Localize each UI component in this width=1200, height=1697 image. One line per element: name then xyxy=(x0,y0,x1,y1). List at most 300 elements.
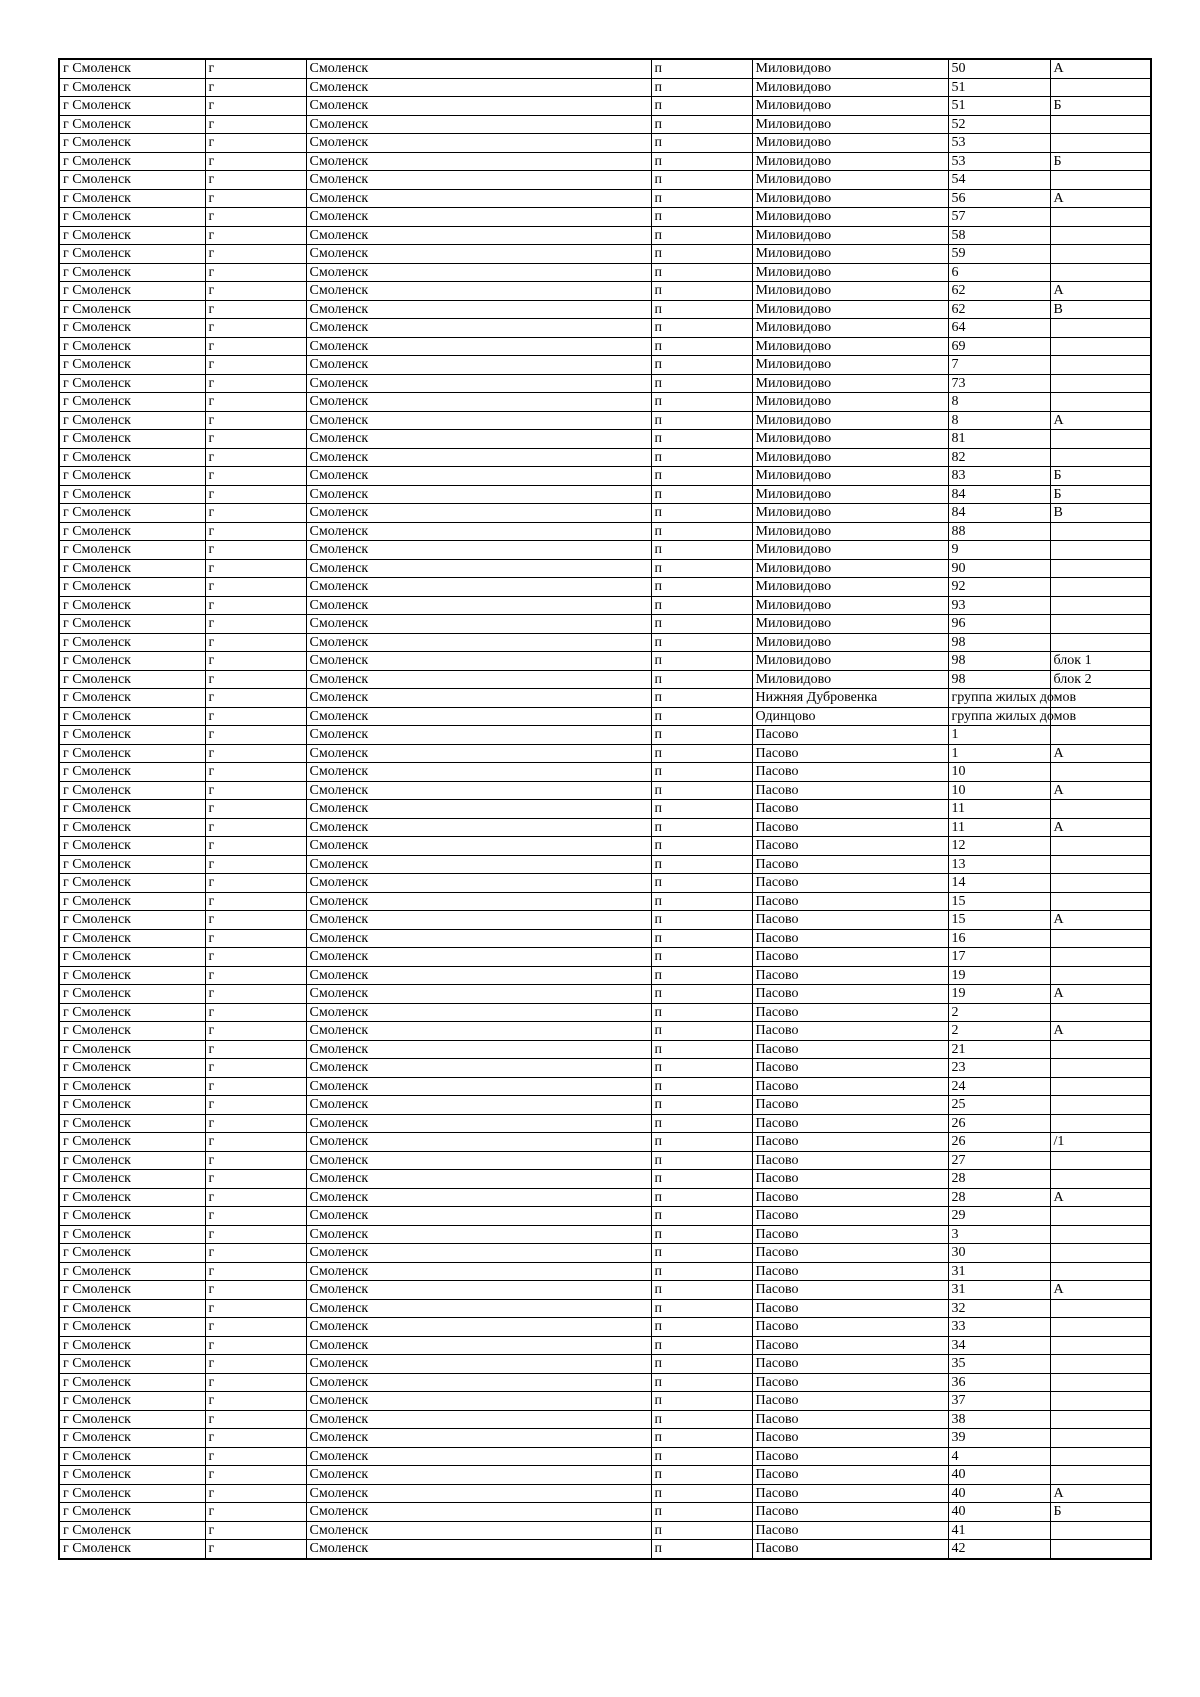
type-cell: г xyxy=(205,171,306,190)
house-cell: 16 xyxy=(948,929,1050,948)
type-cell: г xyxy=(205,1040,306,1059)
locality-type-cell: п xyxy=(651,522,752,541)
locality-cell: Миловидово xyxy=(752,337,948,356)
name-cell: Смоленск xyxy=(306,448,651,467)
locality-type-cell: п xyxy=(651,97,752,116)
type-cell: г xyxy=(205,245,306,264)
house-cell: 38 xyxy=(948,1410,1050,1429)
name-cell: Смоленск xyxy=(306,411,651,430)
type-cell: г xyxy=(205,1059,306,1078)
name-cell: Смоленск xyxy=(306,541,651,560)
table-row xyxy=(59,966,1151,985)
table-row xyxy=(59,1373,1151,1392)
locality-cell: Миловидово xyxy=(752,208,948,227)
type-cell: г xyxy=(205,189,306,208)
locality-cell: Пасово xyxy=(752,1484,948,1503)
name-cell: Смоленск xyxy=(306,948,651,967)
name-cell: Смоленск xyxy=(306,818,651,837)
name-cell: Смоленск xyxy=(306,504,651,523)
locality-type-cell: п xyxy=(651,1003,752,1022)
suffix-cell xyxy=(1050,1336,1151,1355)
house-cell: 52 xyxy=(948,115,1050,134)
city-cell: г Смоленск xyxy=(59,522,205,541)
house-cell: 8 xyxy=(948,411,1050,430)
locality-cell: Миловидово xyxy=(752,263,948,282)
house-cell: 69 xyxy=(948,337,1050,356)
table-row xyxy=(59,300,1151,319)
city-cell: г Смоленск xyxy=(59,892,205,911)
locality-cell: Миловидово xyxy=(752,245,948,264)
locality-cell: Пасово xyxy=(752,1225,948,1244)
name-cell: Смоленск xyxy=(306,911,651,930)
house-cell: 39 xyxy=(948,1429,1050,1448)
name-cell: Смоленск xyxy=(306,1096,651,1115)
house-cell: 90 xyxy=(948,559,1050,578)
suffix-cell xyxy=(1050,1225,1151,1244)
city-cell: г Смоленск xyxy=(59,874,205,893)
name-cell: Смоленск xyxy=(306,837,651,856)
table-row xyxy=(59,1151,1151,1170)
locality-type-cell: п xyxy=(651,115,752,134)
suffix-cell xyxy=(1050,1059,1151,1078)
locality-cell: Пасово xyxy=(752,1003,948,1022)
city-cell: г Смоленск xyxy=(59,1207,205,1226)
name-cell: Смоленск xyxy=(306,763,651,782)
house-cell: 57 xyxy=(948,208,1050,227)
locality-cell: Пасово xyxy=(752,1077,948,1096)
suffix-cell xyxy=(1050,1262,1151,1281)
type-cell: г xyxy=(205,1077,306,1096)
city-cell: г Смоленск xyxy=(59,541,205,560)
suffix-cell: А xyxy=(1050,818,1151,837)
name-cell: Смоленск xyxy=(306,559,651,578)
suffix-cell xyxy=(1050,1077,1151,1096)
locality-type-cell: п xyxy=(651,485,752,504)
type-cell: г xyxy=(205,282,306,301)
suffix-cell xyxy=(1050,1114,1151,1133)
suffix-cell xyxy=(1050,929,1151,948)
type-cell: г xyxy=(205,1521,306,1540)
name-cell: Смоленск xyxy=(306,1003,651,1022)
locality-cell: Миловидово xyxy=(752,633,948,652)
table-row xyxy=(59,263,1151,282)
suffix-cell: А xyxy=(1050,1484,1151,1503)
house-cell: 27 xyxy=(948,1151,1050,1170)
name-cell: Смоленск xyxy=(306,393,651,412)
house-cell: 9 xyxy=(948,541,1050,560)
house-cell: 11 xyxy=(948,800,1050,819)
house-cell: 98 xyxy=(948,652,1050,671)
name-cell: Смоленск xyxy=(306,115,651,134)
table-row xyxy=(59,504,1151,523)
name-cell: Смоленск xyxy=(306,985,651,1004)
suffix-cell: Б xyxy=(1050,152,1151,171)
table-row xyxy=(59,467,1151,486)
locality-type-cell: п xyxy=(651,1096,752,1115)
type-cell: г xyxy=(205,1299,306,1318)
city-cell: г Смоленск xyxy=(59,911,205,930)
type-cell: г xyxy=(205,726,306,745)
city-cell: г Смоленск xyxy=(59,134,205,153)
table-row xyxy=(59,1262,1151,1281)
house-cell: 40 xyxy=(948,1503,1050,1522)
house-cell: 32 xyxy=(948,1299,1050,1318)
suffix-cell: блок 2 xyxy=(1050,670,1151,689)
house-cell: 19 xyxy=(948,985,1050,1004)
type-cell: г xyxy=(205,1392,306,1411)
suffix-cell xyxy=(1050,633,1151,652)
city-cell: г Смоленск xyxy=(59,485,205,504)
name-cell: Смоленск xyxy=(306,319,651,338)
suffix-cell xyxy=(1050,763,1151,782)
city-cell: г Смоленск xyxy=(59,448,205,467)
house-cell: 28 xyxy=(948,1188,1050,1207)
type-cell: г xyxy=(205,744,306,763)
suffix-cell xyxy=(1050,1466,1151,1485)
name-cell: Смоленск xyxy=(306,1077,651,1096)
city-cell: г Смоленск xyxy=(59,670,205,689)
house-cell: 42 xyxy=(948,1540,1050,1559)
name-cell: Смоленск xyxy=(306,726,651,745)
name-cell: Смоленск xyxy=(306,1133,651,1152)
type-cell: г xyxy=(205,374,306,393)
locality-type-cell: п xyxy=(651,652,752,671)
locality-cell: Миловидово xyxy=(752,115,948,134)
house-cell: 35 xyxy=(948,1355,1050,1374)
type-cell: г xyxy=(205,1003,306,1022)
name-cell: Смоленск xyxy=(306,97,651,116)
city-cell: г Смоленск xyxy=(59,1077,205,1096)
type-cell: г xyxy=(205,485,306,504)
city-cell: г Смоленск xyxy=(59,633,205,652)
city-cell: г Смоленск xyxy=(59,1114,205,1133)
house-cell: 51 xyxy=(948,78,1050,97)
name-cell: Смоленск xyxy=(306,1281,651,1300)
table-row xyxy=(59,929,1151,948)
type-cell: г xyxy=(205,115,306,134)
locality-type-cell: п xyxy=(651,152,752,171)
house-cell: 13 xyxy=(948,855,1050,874)
suffix-cell: А xyxy=(1050,781,1151,800)
locality-type-cell: п xyxy=(651,1207,752,1226)
city-cell: г Смоленск xyxy=(59,337,205,356)
locality-type-cell: п xyxy=(651,467,752,486)
house-cell: 73 xyxy=(948,374,1050,393)
name-cell: Смоленск xyxy=(306,1151,651,1170)
suffix-cell: блок 1 xyxy=(1050,652,1151,671)
city-cell: г Смоленск xyxy=(59,1466,205,1485)
locality-type-cell: п xyxy=(651,911,752,930)
table-row xyxy=(59,1299,1151,1318)
city-cell: г Смоленск xyxy=(59,652,205,671)
house-cell: 53 xyxy=(948,152,1050,171)
suffix-cell xyxy=(1050,1410,1151,1429)
locality-cell: Миловидово xyxy=(752,522,948,541)
locality-cell: Пасово xyxy=(752,1392,948,1411)
name-cell: Смоленск xyxy=(306,652,651,671)
type-cell: г xyxy=(205,448,306,467)
name-cell: Смоленск xyxy=(306,1318,651,1337)
type-cell: г xyxy=(205,670,306,689)
name-cell: Смоленск xyxy=(306,1466,651,1485)
locality-cell: Пасово xyxy=(752,929,948,948)
locality-cell: Миловидово xyxy=(752,59,948,78)
name-cell: Смоленск xyxy=(306,467,651,486)
name-cell: Смоленск xyxy=(306,1392,651,1411)
suffix-cell xyxy=(1050,892,1151,911)
suffix-cell xyxy=(1050,1429,1151,1448)
locality-type-cell: п xyxy=(651,929,752,948)
city-cell: г Смоленск xyxy=(59,226,205,245)
table-row xyxy=(59,97,1151,116)
suffix-cell xyxy=(1050,1299,1151,1318)
name-cell: Смоленск xyxy=(306,208,651,227)
suffix-cell: Б xyxy=(1050,467,1151,486)
locality-type-cell: п xyxy=(651,596,752,615)
name-cell: Смоленск xyxy=(306,134,651,153)
city-cell: г Смоленск xyxy=(59,1503,205,1522)
locality-cell: Миловидово xyxy=(752,504,948,523)
name-cell: Смоленск xyxy=(306,929,651,948)
city-cell: г Смоленск xyxy=(59,1244,205,1263)
suffix-cell: Б xyxy=(1050,1503,1151,1522)
city-cell: г Смоленск xyxy=(59,504,205,523)
name-cell: Смоленск xyxy=(306,1188,651,1207)
type-cell: г xyxy=(205,59,306,78)
name-cell: Смоленск xyxy=(306,171,651,190)
type-cell: г xyxy=(205,541,306,560)
suffix-cell xyxy=(1050,78,1151,97)
locality-cell: Пасово xyxy=(752,744,948,763)
name-cell: Смоленск xyxy=(306,1373,651,1392)
type-cell: г xyxy=(205,781,306,800)
locality-cell: Пасово xyxy=(752,966,948,985)
locality-cell: Пасово xyxy=(752,1521,948,1540)
table-row xyxy=(59,115,1151,134)
locality-type-cell: п xyxy=(651,1040,752,1059)
name-cell: Смоленск xyxy=(306,874,651,893)
city-cell: г Смоленск xyxy=(59,1299,205,1318)
locality-cell: Пасово xyxy=(752,1262,948,1281)
locality-type-cell: п xyxy=(651,1466,752,1485)
name-cell: Смоленск xyxy=(306,1299,651,1318)
type-cell: г xyxy=(205,855,306,874)
city-cell: г Смоленск xyxy=(59,929,205,948)
suffix-cell: А xyxy=(1050,911,1151,930)
locality-cell: Пасово xyxy=(752,1299,948,1318)
city-cell: г Смоленск xyxy=(59,726,205,745)
table-row xyxy=(59,1022,1151,1041)
locality-cell: Миловидово xyxy=(752,411,948,430)
suffix-cell xyxy=(1050,1170,1151,1189)
locality-type-cell: п xyxy=(651,1373,752,1392)
house-cell: 50 xyxy=(948,59,1050,78)
locality-cell: Миловидово xyxy=(752,485,948,504)
house-cell: 64 xyxy=(948,319,1050,338)
city-cell: г Смоленск xyxy=(59,1225,205,1244)
suffix-cell xyxy=(1050,559,1151,578)
locality-type-cell: п xyxy=(651,1299,752,1318)
type-cell: г xyxy=(205,689,306,708)
type-cell: г xyxy=(205,152,306,171)
suffix-cell xyxy=(1050,245,1151,264)
table-row xyxy=(59,134,1151,153)
table-row xyxy=(59,800,1151,819)
locality-cell: Миловидово xyxy=(752,596,948,615)
table-row xyxy=(59,541,1151,560)
city-cell: г Смоленск xyxy=(59,948,205,967)
locality-type-cell: п xyxy=(651,1521,752,1540)
table-row xyxy=(59,615,1151,634)
name-cell: Смоленск xyxy=(306,1262,651,1281)
type-cell: г xyxy=(205,559,306,578)
house-cell: 23 xyxy=(948,1059,1050,1078)
city-cell: г Смоленск xyxy=(59,1170,205,1189)
type-cell: г xyxy=(205,1188,306,1207)
locality-type-cell: п xyxy=(651,874,752,893)
city-cell: г Смоленск xyxy=(59,1484,205,1503)
table-row xyxy=(59,1096,1151,1115)
city-cell: г Смоленск xyxy=(59,356,205,375)
type-cell: г xyxy=(205,1133,306,1152)
city-cell: г Смоленск xyxy=(59,1318,205,1337)
suffix-cell xyxy=(1050,337,1151,356)
locality-type-cell: п xyxy=(651,1355,752,1374)
table-row xyxy=(59,707,1151,726)
type-cell: г xyxy=(205,837,306,856)
city-cell: г Смоленск xyxy=(59,596,205,615)
city-cell: г Смоленск xyxy=(59,1059,205,1078)
city-cell: г Смоленск xyxy=(59,189,205,208)
name-cell: Смоленск xyxy=(306,1225,651,1244)
locality-cell: Пасово xyxy=(752,1318,948,1337)
type-cell: г xyxy=(205,615,306,634)
locality-cell: Пасово xyxy=(752,1133,948,1152)
table-row xyxy=(59,1503,1151,1522)
locality-type-cell: п xyxy=(651,1484,752,1503)
house-cell: 33 xyxy=(948,1318,1050,1337)
city-cell: г Смоленск xyxy=(59,411,205,430)
locality-type-cell: п xyxy=(651,448,752,467)
suffix-cell: А xyxy=(1050,282,1151,301)
name-cell: Смоленск xyxy=(306,1484,651,1503)
suffix-cell: Б xyxy=(1050,97,1151,116)
type-cell: г xyxy=(205,966,306,985)
locality-cell: Миловидово xyxy=(752,152,948,171)
locality-cell: Пасово xyxy=(752,1188,948,1207)
house-cell: 3 xyxy=(948,1225,1050,1244)
type-cell: г xyxy=(205,300,306,319)
city-cell: г Смоленск xyxy=(59,1540,205,1559)
type-cell: г xyxy=(205,393,306,412)
house-cell: 54 xyxy=(948,171,1050,190)
type-cell: г xyxy=(205,356,306,375)
name-cell: Смоленск xyxy=(306,1059,651,1078)
name-cell: Смоленск xyxy=(306,78,651,97)
name-cell: Смоленск xyxy=(306,1540,651,1559)
suffix-cell xyxy=(1050,430,1151,449)
table-row xyxy=(59,1392,1151,1411)
table-row xyxy=(59,948,1151,967)
house-cell: 83 xyxy=(948,467,1050,486)
city-cell: г Смоленск xyxy=(59,1336,205,1355)
table-row xyxy=(59,411,1151,430)
suffix-cell xyxy=(1050,1392,1151,1411)
house-cell: 2 xyxy=(948,1003,1050,1022)
table-row xyxy=(59,522,1151,541)
table-row xyxy=(59,485,1151,504)
type-cell: г xyxy=(205,1151,306,1170)
house-cell: 93 xyxy=(948,596,1050,615)
locality-type-cell: п xyxy=(651,319,752,338)
suffix-cell xyxy=(1050,226,1151,245)
house-cell: 17 xyxy=(948,948,1050,967)
locality-cell: Миловидово xyxy=(752,448,948,467)
type-cell: г xyxy=(205,1540,306,1559)
locality-type-cell: п xyxy=(651,245,752,264)
city-cell: г Смоленск xyxy=(59,1373,205,1392)
locality-type-cell: п xyxy=(651,633,752,652)
type-cell: г xyxy=(205,874,306,893)
type-cell: г xyxy=(205,1170,306,1189)
locality-cell: Миловидово xyxy=(752,670,948,689)
locality-cell: Пасово xyxy=(752,837,948,856)
locality-type-cell: п xyxy=(651,837,752,856)
name-cell: Смоленск xyxy=(306,1521,651,1540)
table-row xyxy=(59,633,1151,652)
name-cell: Смоленск xyxy=(306,1170,651,1189)
house-cell: 31 xyxy=(948,1262,1050,1281)
locality-cell: Миловидово xyxy=(752,467,948,486)
type-cell: г xyxy=(205,97,306,116)
table-row xyxy=(59,393,1151,412)
name-cell: Смоленск xyxy=(306,263,651,282)
locality-cell: Миловидово xyxy=(752,541,948,560)
type-cell: г xyxy=(205,652,306,671)
house-cell: 12 xyxy=(948,837,1050,856)
table-row xyxy=(59,1355,1151,1374)
house-cell: 51 xyxy=(948,97,1050,116)
suffix-cell: А xyxy=(1050,985,1151,1004)
locality-type-cell: п xyxy=(651,744,752,763)
type-cell: г xyxy=(205,337,306,356)
locality-cell: Пасово xyxy=(752,1170,948,1189)
type-cell: г xyxy=(205,985,306,1004)
city-cell: г Смоленск xyxy=(59,1429,205,1448)
locality-cell: Миловидово xyxy=(752,282,948,301)
suffix-cell xyxy=(1050,134,1151,153)
name-cell: Смоленск xyxy=(306,744,651,763)
locality-type-cell: п xyxy=(651,1392,752,1411)
city-cell: г Смоленск xyxy=(59,245,205,264)
suffix-cell xyxy=(1050,1040,1151,1059)
city-cell: г Смоленск xyxy=(59,559,205,578)
locality-cell: Миловидово xyxy=(752,578,948,597)
type-cell: г xyxy=(205,800,306,819)
locality-cell: Пасово xyxy=(752,1114,948,1133)
suffix-cell: А xyxy=(1050,1022,1151,1041)
locality-type-cell: п xyxy=(651,374,752,393)
city-cell: г Смоленск xyxy=(59,1003,205,1022)
suffix-cell: А xyxy=(1050,744,1151,763)
type-cell: г xyxy=(205,78,306,97)
table-row xyxy=(59,818,1151,837)
type-cell: г xyxy=(205,707,306,726)
suffix-cell: А xyxy=(1050,1188,1151,1207)
city-cell: г Смоленск xyxy=(59,1040,205,1059)
locality-type-cell: п xyxy=(651,208,752,227)
locality-cell: Миловидово xyxy=(752,97,948,116)
